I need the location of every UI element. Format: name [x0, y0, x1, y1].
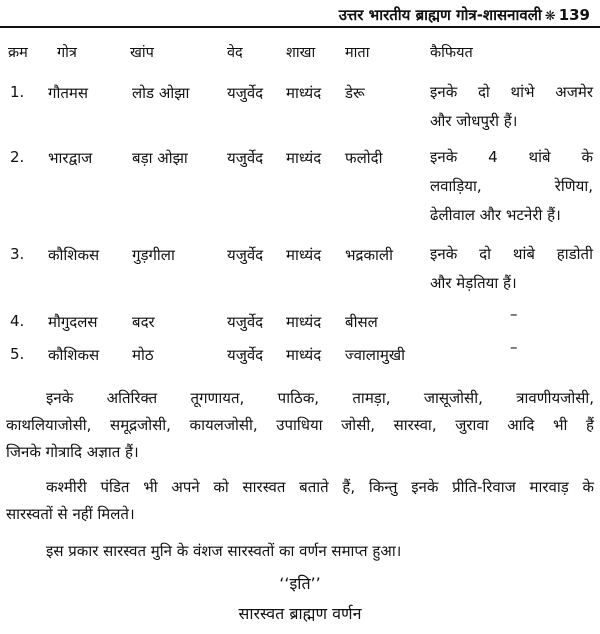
row-gotra: गौतमस [48, 84, 88, 102]
column-header-khanp: खांप [130, 45, 154, 61]
row-gotra: भारद्वाज [48, 149, 93, 167]
remark-line: इनके दो थांबे हाडोती [430, 245, 593, 263]
page-number: 139 [558, 6, 590, 24]
column-header-serial: क्रम [8, 45, 28, 61]
row-remarks [510, 333, 518, 362]
column-header-shakha: शाखा [286, 45, 316, 61]
remark-dash: – [510, 305, 518, 323]
paragraph-line: सारस्वतों से नहीं मिलते। [6, 505, 135, 523]
row-serial: 3. [10, 245, 25, 263]
row-khanp: गुड़गीला [132, 246, 175, 264]
row-ved: यजुर्वेद [227, 346, 264, 364]
row-khanp: बड़ा ओझा [132, 149, 188, 167]
row-khanp: मोठ [132, 346, 154, 364]
row-mata: भद्रकाली [345, 246, 393, 264]
paragraph-line: इनके अतिरिक्त तूगणायत, पाठिक, तामड़ा, जासूजोसी, त्रावणीयजोसी, [46, 389, 594, 407]
row-ved: यजुर्वेद [227, 84, 264, 102]
row-mata: ज्वालामुखी [345, 346, 405, 364]
flower-ornament-icon: ❋ [544, 9, 556, 24]
remark-line: इनके 4 थांबे के [430, 148, 593, 166]
row-ved: यजुर्वेद [227, 149, 264, 167]
row-mata: डेरू [345, 84, 365, 102]
row-serial: 5. [10, 345, 25, 363]
remark-line: लवाड़िया, रेणिया, [430, 177, 593, 195]
page-header [339, 5, 590, 25]
body-paragraph [6, 474, 594, 528]
header-rule [0, 26, 600, 28]
body-paragraph [6, 385, 594, 466]
row-gotra: कौशिकस [48, 346, 100, 364]
row-remarks [510, 300, 518, 329]
running-title: उत्तर भारतीय ब्राह्मण गोत्र-शासनावली [338, 6, 542, 24]
remark-line: ढेलीवाल और भटनेरी हैं। [430, 206, 561, 224]
row-shakha: माध्यंद [286, 246, 322, 264]
remark-line: और जोधपुरी हैं। [430, 112, 518, 130]
remark-line: और मेड़तिया हैं। [430, 274, 517, 292]
row-ved: यजुर्वेद [227, 313, 264, 331]
row-ved: यजुर्वेद [227, 246, 264, 264]
row-remarks [430, 240, 593, 298]
row-shakha: माध्यंद [286, 84, 322, 102]
row-serial: 2. [10, 148, 25, 166]
closing-iti: ‘‘इति’’ [279, 574, 321, 593]
column-header-remarks: कैफियत [430, 45, 473, 61]
remark-line: इनके दो थांभे अजमेर [430, 83, 593, 101]
paragraph-line: इस प्रकार सारस्वत मुनि के वंशज सारस्वतों का वर्णन समाप्त हुआ। [46, 542, 402, 560]
column-header-gotra: गोत्र [57, 45, 77, 61]
section-title: सारस्वत ब्राह्मण वर्णन [238, 604, 362, 623]
row-remarks [430, 143, 593, 230]
row-mata: बीसल [345, 313, 378, 331]
row-khanp: लोड ओझा [132, 84, 190, 102]
row-serial: 1. [10, 83, 25, 101]
row-shakha: माध्यंद [286, 346, 322, 364]
column-header-ved: वेद [227, 45, 243, 61]
remark-dash: – [510, 338, 518, 356]
body-paragraph [6, 538, 594, 565]
row-gotra: मौगुदलस [48, 313, 98, 331]
row-khanp: बदर [132, 313, 155, 331]
paragraph-line: काथलियाजोसी, समूद्रजोसी, कायलजोसी, उपाधिया जोसी, सारस्वा, जुरावा आदि भी हैं [6, 416, 594, 434]
paragraph-line: कश्मीरी पंडित भी अपने को सारस्वत बताते हैं, किन्तु इनके प्रीति-रिवाज मारवाड़ के [46, 478, 594, 496]
row-mata: फलोदी [345, 149, 383, 167]
row-shakha: माध्यंद [286, 149, 322, 167]
row-remarks [430, 78, 593, 136]
row-serial: 4. [10, 312, 25, 330]
row-shakha: माध्यंद [286, 313, 322, 331]
column-header-mata: माता [345, 45, 370, 61]
paragraph-line: जिनके गोत्रादि अज्ञात हैं। [6, 443, 139, 461]
row-gotra: कौशिकस [48, 246, 100, 264]
